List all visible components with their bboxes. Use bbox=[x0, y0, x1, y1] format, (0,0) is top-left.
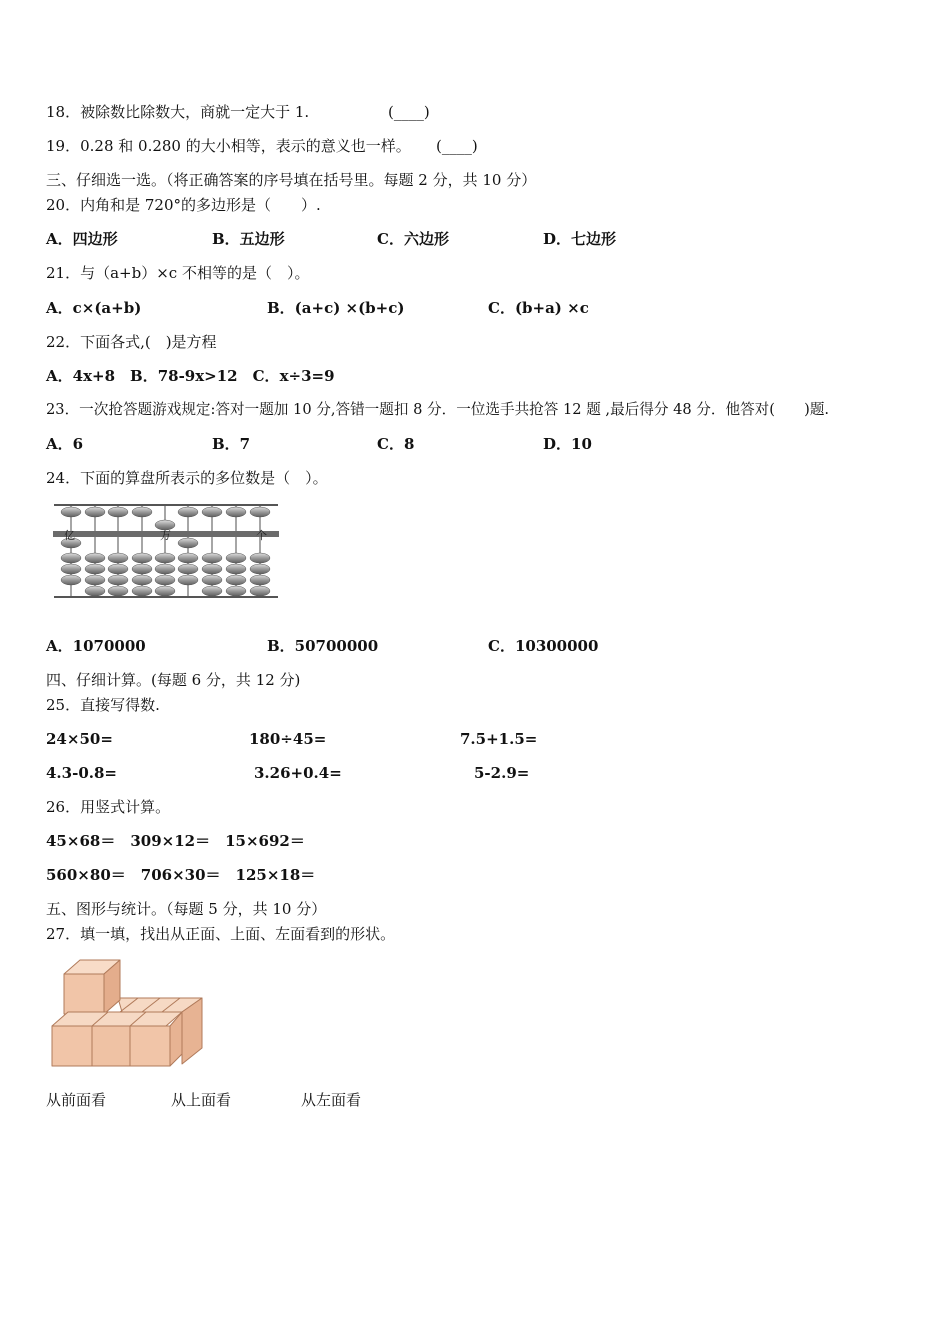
view-left-label: 从左面看 bbox=[301, 1091, 362, 1109]
q25-problem-6: 5-2.9= bbox=[474, 764, 530, 782]
abacus-lower-bead bbox=[226, 586, 246, 596]
abacus-upper-bead bbox=[61, 507, 81, 517]
q25-problem-5: 3.26+0.4= bbox=[254, 764, 342, 782]
abacus-lower-bead bbox=[226, 564, 246, 574]
answer-blank-18-text: (____) bbox=[388, 103, 430, 121]
q24-option-c[interactable]: C．10300000 bbox=[488, 637, 599, 655]
q26-row-2: 560×80＝ 706×30＝ 125×18＝ bbox=[46, 866, 316, 884]
abacus-upper-bead bbox=[178, 507, 198, 517]
q23-option-a[interactable]: A．6 bbox=[46, 435, 84, 453]
abacus-upper-bead bbox=[202, 507, 222, 517]
abacus-upper-bead bbox=[226, 507, 246, 517]
answer-blank-19[interactable] bbox=[436, 136, 478, 156]
q21-option-a[interactable]: A．c×(a+b) bbox=[46, 299, 142, 317]
abacus-lower-bead bbox=[108, 586, 128, 596]
abacus-lower-bead bbox=[61, 575, 81, 585]
q20-option-c[interactable]: C．六边形 bbox=[377, 230, 449, 248]
abacus-lower-bead bbox=[108, 553, 128, 563]
abacus-figure bbox=[50, 502, 282, 602]
q20-option-d[interactable]: D．七边形 bbox=[543, 230, 617, 248]
abacus-lower-bead bbox=[202, 586, 222, 596]
abacus-lower-bead bbox=[132, 586, 152, 596]
cube-figure bbox=[48, 956, 206, 1070]
q24-option-b[interactable]: B．50700000 bbox=[267, 637, 379, 655]
abacus-lower-bead bbox=[202, 575, 222, 585]
abacus-lower-bead bbox=[250, 575, 270, 585]
question-27: 27．填一填，找出从正面、上面、左面看到的形状。 bbox=[46, 925, 396, 943]
question-26: 26．用竖式计算。 bbox=[46, 798, 171, 816]
question-22: 22．下面各式,( )是方程 bbox=[46, 333, 217, 351]
abacus-lower-bead bbox=[155, 564, 175, 574]
abacus-lower-bead bbox=[155, 575, 175, 585]
abacus-upper-bead bbox=[250, 507, 270, 517]
section-5-heading: 五、图形与统计。（每题 5 分，共 10 分） bbox=[46, 900, 327, 918]
q20-option-b[interactable]: B．五边形 bbox=[212, 230, 285, 248]
question-24: 24．下面的算盘所表示的多位数是（ ）。 bbox=[46, 469, 328, 487]
q23-option-d[interactable]: D．10 bbox=[543, 435, 592, 453]
abacus-lower-bead bbox=[178, 564, 198, 574]
q20-option-a[interactable]: A．四边形 bbox=[46, 230, 118, 248]
abacus-lower-bead bbox=[132, 575, 152, 585]
abacus-label-yi: 亿 bbox=[64, 529, 75, 542]
question-25: 25．直接写得数. bbox=[46, 696, 160, 714]
abacus-label-wan: 万 bbox=[160, 529, 171, 542]
answer-blank-18[interactable] bbox=[388, 102, 430, 122]
q25-problem-3: 7.5+1.5= bbox=[460, 730, 538, 748]
q25-problem-1: 24×50= bbox=[46, 730, 113, 748]
view-top-label: 从上面看 bbox=[171, 1091, 232, 1109]
abacus-lower-bead bbox=[178, 538, 198, 548]
abacus-upper-bead bbox=[132, 507, 152, 517]
section-3-heading: 三、仔细选一选。（将正确答案的序号填在括号里。每题 2 分，共 10 分） bbox=[46, 171, 537, 189]
abacus-lower-bead bbox=[178, 553, 198, 563]
question-19-text: 19．0.28 和 0.280 的大小相等，表示的意义也一样。 bbox=[46, 137, 411, 155]
abacus-lower-bead bbox=[108, 575, 128, 585]
cube-front-1 bbox=[52, 1026, 92, 1066]
abacus-lower-bead bbox=[132, 564, 152, 574]
question-18-text: 18．被除数比除数大，商就一定大于 1. bbox=[46, 103, 310, 121]
q24-option-a[interactable]: A．1070000 bbox=[46, 637, 146, 655]
abacus-lower-bead bbox=[155, 553, 175, 563]
q25-problem-4: 4.3-0.8= bbox=[46, 764, 117, 782]
q21-option-b[interactable]: B．(a+c) ×(b+c) bbox=[267, 299, 405, 317]
abacus-lower-bead bbox=[85, 564, 105, 574]
view-front-label: 从前面看 bbox=[46, 1091, 107, 1109]
q23-option-c[interactable]: C．8 bbox=[377, 435, 415, 453]
abacus-lower-bead bbox=[155, 586, 175, 596]
q21-option-c[interactable]: C．(b+a) ×c bbox=[488, 299, 589, 317]
question-18 bbox=[46, 102, 309, 122]
cube-front-2 bbox=[92, 1026, 130, 1066]
question-19 bbox=[46, 136, 411, 156]
abacus-lower-bead bbox=[250, 564, 270, 574]
question-20: 20．内角和是 720°的多边形是（ ）. bbox=[46, 196, 321, 214]
cube-front-3 bbox=[130, 1026, 170, 1066]
q22-options[interactable]: A．4x+8 B．78-9x>12 C．x÷3=9 bbox=[46, 367, 335, 385]
cube-stacked-front bbox=[64, 974, 104, 1014]
q26-row-1: 45×68＝ 309×12＝ 15×692＝ bbox=[46, 832, 305, 850]
abacus-lower-bead bbox=[250, 553, 270, 563]
abacus-upper-bead bbox=[85, 507, 105, 517]
abacus-label-ge: 个 bbox=[256, 529, 267, 542]
abacus-lower-bead bbox=[202, 564, 222, 574]
abacus-upper-bead bbox=[108, 507, 128, 517]
abacus-lower-bead bbox=[61, 553, 81, 563]
abacus-lower-bead bbox=[178, 575, 198, 585]
q23-option-b[interactable]: B．7 bbox=[212, 435, 251, 453]
cube-top-front-row bbox=[52, 1012, 182, 1026]
abacus-lower-bead bbox=[132, 553, 152, 563]
abacus-lower-bead bbox=[61, 564, 81, 574]
answer-blank-19-text: (____) bbox=[436, 137, 478, 155]
question-23: 23．一次抢答题游戏规定:答对一题加 10 分,答错一题扣 8 分．一位选手共抢答 12 题 ,最后得分 48 分．他答对( )题. bbox=[46, 401, 830, 418]
abacus-lower-bead bbox=[226, 553, 246, 563]
question-21: 21．与（a+b）×c 不相等的是（ ）。 bbox=[46, 264, 310, 282]
q25-problem-2: 180÷45= bbox=[249, 730, 327, 748]
abacus-lower-bead bbox=[108, 564, 128, 574]
section-4-heading: 四、仔细计算。(每题 6 分，共 12 分) bbox=[46, 671, 301, 689]
abacus-lower-bead bbox=[85, 575, 105, 585]
abacus-lower-bead bbox=[250, 586, 270, 596]
abacus-lower-bead bbox=[202, 553, 222, 563]
abacus-lower-bead bbox=[226, 575, 246, 585]
abacus-lower-bead bbox=[85, 586, 105, 596]
abacus-lower-bead bbox=[85, 553, 105, 563]
